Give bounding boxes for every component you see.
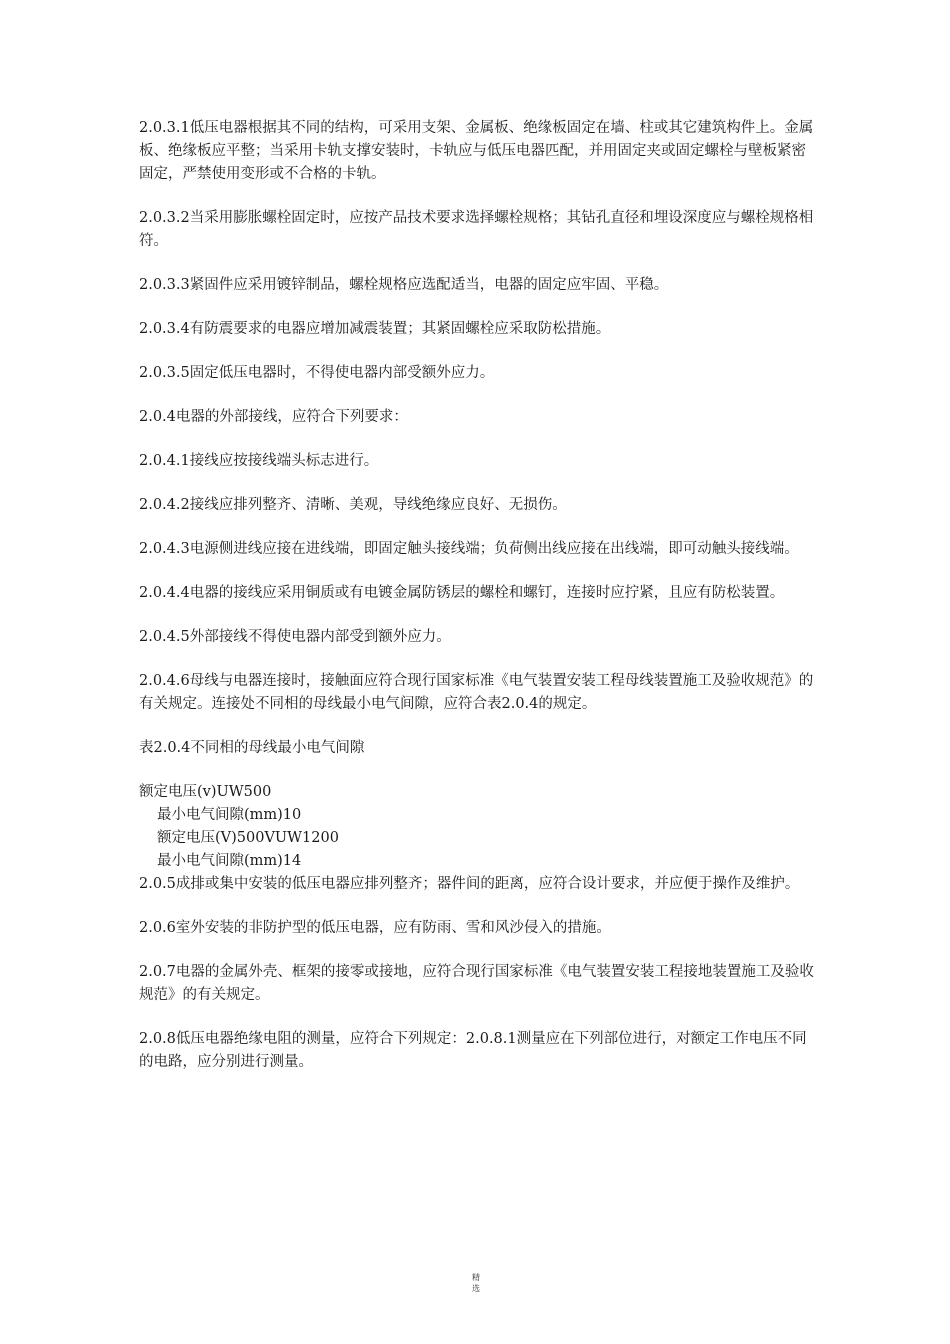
table-caption: 表2.0.4不同相的母线最小电气间隙	[139, 740, 365, 756]
paragraph-2-0-6: 2.0.6室外安装的非防护型的低压电器，应有防雨、雪和风沙侵入的措施。	[139, 920, 611, 936]
paragraph-2-0-4: 2.0.4电器的外部接线，应符合下列要求：	[139, 409, 408, 425]
footer-line-1: 精	[472, 1273, 480, 1282]
paragraph-2-0-4-2: 2.0.4.2接线应排列整齐、清晰、美观，导线绝缘应良好、无损伤。	[139, 497, 567, 513]
table-row-voltage-1: 额定电压(v)UW500	[139, 784, 272, 800]
page-footer	[466, 1272, 486, 1294]
table-row-clearance-2: 最小电气间隙(mm)14	[157, 853, 302, 869]
footer-line-2: 选	[472, 1284, 480, 1293]
table-row-voltage-2: 额定电压(V)500VUW1200	[157, 830, 339, 846]
paragraph-2-0-4-1: 2.0.4.1接线应按接线端头标志进行。	[139, 453, 379, 469]
paragraph-2-0-3-4: 2.0.3.4有防震要求的电器应增加减震装置；其紧固螺栓应采取防松措施。	[139, 321, 611, 337]
paragraph-2-0-3-2: 2.0.3.2当采用膨胀螺栓固定时，应按产品技术要求选择螺栓规格；其钻孔直径和埋设深度应与螺栓规格相符。	[139, 210, 814, 249]
paragraph-2-0-3-1: 2.0.3.1低压电器根据其不同的结构，可采用支架、金属板、绝缘板固定在墙、柱或其它建筑构件上。金属板、绝缘板应平整；当采用卡轨支撑安装时，卡轨应与低压电器匹配，并用固定夹或固定螺栓与壁板紧密固定，严禁使用变形或不合格的卡轨。	[139, 120, 814, 182]
paragraph-2-0-3-3: 2.0.3.3紧固件应采用镀锌制品，螺栓规格应选配适当，电器的固定应牢固、平稳。	[139, 277, 669, 293]
paragraph-2-0-4-5: 2.0.4.5外部接线不得使电器内部受到额外应力。	[139, 629, 451, 645]
document-body	[139, 117, 819, 1095]
table-row-clearance-1: 最小电气间隙(mm)10	[157, 807, 302, 823]
paragraph-2-0-4-3: 2.0.4.3电源侧进线应接在进线端，即固定触头接线端；负荷侧出线应接在出线端，即可动触头接线端。	[139, 541, 799, 557]
paragraph-2-0-8: 2.0.8低压电器绝缘电阻的测量，应符合下列规定：2.0.8.1测量应在下列部位进行，对额定工作电压不同的电路，应分别进行测量。	[139, 1031, 807, 1070]
clearance-table	[139, 781, 819, 873]
paragraph-2-0-4-6: 2.0.4.6母线与电器连接时，接触面应符合现行国家标准《电气装置安装工程母线装置施工及验收规范》的有关规定。连接处不同相的母线最小电气间隙，应符合表2.0.4的规定。	[139, 673, 814, 712]
paragraph-2-0-4-4: 2.0.4.4电器的接线应采用铜质或有电镀金属防锈层的螺栓和螺钉，连接时应拧紧，且应有防松装置。	[139, 585, 785, 601]
paragraph-2-0-3-5: 2.0.3.5固定低压电器时，不得使电器内部受额外应力。	[139, 365, 495, 381]
paragraph-2-0-5: 2.0.5成排或集中安装的低压电器应排列整齐；器件间的距离，应符合设计要求，并应便于操作及维护。	[139, 876, 800, 892]
paragraph-2-0-7: 2.0.7电器的金属外壳、框架的接零或接地，应符合现行国家标准《电气装置安装工程接地装置施工及验收规范》的有关规定。	[139, 964, 814, 1003]
